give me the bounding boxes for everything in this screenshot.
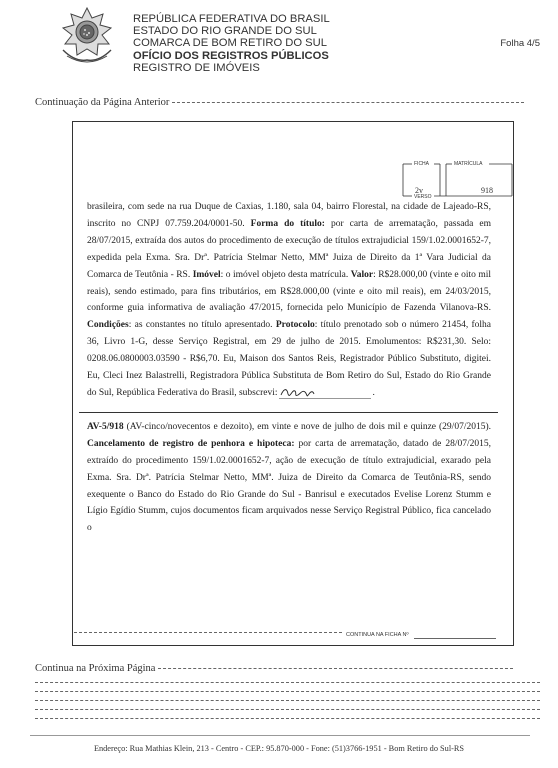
entry-heading: Forma do título:	[250, 218, 325, 229]
dash-fill	[158, 668, 513, 669]
entry-heading: Condições	[87, 320, 129, 331]
header-line-country: REPÚBLICA FEDERATIVA DO BRASIL	[133, 13, 330, 25]
signature	[278, 386, 373, 400]
dash-fill-row	[35, 718, 540, 720]
entry-text: : R$28.000,00 (vinte e oito mil reais), sendo estimado, para fins tributários, em R$28.000,00 (vinte e oito mil reais), em 24/03/2015, conforme guia informativa de avaliação 47/2015, fornecida pelo Município de Fazenda Vilanova-RS.	[87, 269, 491, 314]
entry-text: (AV-cinco/novecentos e dezoito), em vinte e nove de julho de dois mil e quinze (29/07/2015).	[123, 421, 491, 432]
verso-label: VERSO	[414, 194, 432, 200]
entry-text: por carta de arrematação, passada em 28/07/2015, extraída dos autos do procedimento de execução de títulos extrajudicial 159/1.02.0001652-7, expedida pela Exma. Sra. Drª. Patrícia Stelmar Netto, MMª Juiza de Direito da 1ª Vara Judicial da Comarca de Teutônia - RS.	[87, 218, 491, 280]
entry-heading: Protocolo	[275, 320, 315, 331]
header-line-state: ESTADO DO RIO GRANDE DO SUL	[133, 25, 317, 38]
matricula-value: 918	[481, 186, 493, 195]
footer-rule	[30, 735, 530, 736]
sheet-number: Folha 4/5	[500, 38, 540, 49]
continuation-top-label: Continuação da Página Anterior	[35, 97, 170, 108]
continue-on-sheet-label: CONTINUA NA FICHA Nº	[346, 632, 409, 638]
registration-entry: brasileira, com sede na rua Duque de Caxias, 1.180, sala 04, bairro Florestal, na cidade de Lajeado-RS, inscrito no CNPJ 07.759.204/0001-50. Forma do título: por carta de arrematação, passada em 28/07/2015, extraída dos autos do procedimento de execução de títulos extrajudicial 159/1.02.0001652-7, expedida pela Exma. Sra. Drª. Patrícia Stelmar Netto, MMª Juiza de Direito da 1ª Vara Judicial da Comarca de Teutônia - RS. Imóvel: o imóvel objeto desta matrícula. Valor: R$28.000,00 (vinte e oito mil reais), sendo estimado, para fins tributários, em R$28.000,00 (vinte e oito mil reais), em 24/03/2015, conforme guia informativa de avaliação 47/2015, fornecida pelo Município de Fazenda Vilanova-RS. Condições: as constantes no título apresentado. Protocolo: título prenotado sob o número 21454, folha 36, Livro 1-G, desse Serviço Registral, em 29 de julho de 2015. Emolumentos: R$231,30. Selo: 0208.06.0800003.03590 - R$6,70. Eu, Maison dos Santos Reis, Registrador Público Substituto, digitei. Eu, Cleci Inez Balastrelli, Registradora Pública Substituta de Bom Retiro do Sul, Estado do Rio Grande do Sul, República Federativa do Brasil, subscrevi: .	[87, 202, 491, 398]
entry-heading: AV-5/918	[87, 421, 124, 432]
ficha-value: 2v	[415, 186, 423, 195]
matricula-label: MATRÍCULA	[454, 161, 483, 167]
entry-heading: Cancelamento de registro de penhora e hipoteca:	[87, 438, 295, 449]
continuation-bottom-label: Continua na Próxima Página	[35, 663, 156, 674]
dash-fill-row	[35, 709, 540, 711]
continue-on-sheet-value-line	[414, 638, 496, 639]
entry-text: : as constantes no título apresentado.	[128, 320, 276, 331]
entry-separator	[79, 412, 498, 413]
record-text	[87, 199, 491, 537]
dash-fill-row	[35, 700, 540, 702]
header-line-registry: REGISTRO DE IMÓVEIS	[133, 61, 260, 74]
dash-fill-row	[35, 691, 540, 693]
dash-fill-row	[35, 682, 540, 684]
header-line-office: OFÍCIO DOS REGISTROS PÚBLICOS	[133, 49, 329, 62]
entry-text: brasileira, com sede na rua Duque de Caxias, 1.180, sala 04, bairro Florestal, na cidade de Lajeado-RS, inscrito no CNPJ 07.759.204/0001-50.	[87, 202, 491, 229]
entry-heading: Imóvel	[192, 269, 221, 280]
entry-text: : título prenotado sob o número 21454, folha 36, Livro 1-G, desse Serviço Registral, em 29 de julho de 2015. Emolumentos: R$231,30. Selo: 0208.06.0800003.03590 - R$6,70. Eu, Maison dos Santos Reis, Registrador Público Substituto, digitei. Eu, Cleci Inez Balastrelli, Registradora Pública Substituta de Bom Retiro do Sul, Estado do Rio Grande do Sul, República Federativa do Brasil, subscrevi:	[87, 320, 491, 398]
coat-of-arms-seal	[55, 6, 119, 68]
entry-text: : o imóvel objeto desta matrícula.	[220, 269, 351, 280]
footer-address: Endereço: Rua Mathias Klein, 213 - Centro - CEP.: 95.870-000 - Fone: (51)3766-1951 - Bom Retiro do Sul-RS	[93, 744, 465, 753]
continuation-bottom	[35, 663, 513, 674]
continuation-top	[35, 97, 524, 108]
annotation-entry	[87, 419, 491, 537]
dash-fill	[172, 102, 524, 103]
entry-heading: Valor	[350, 269, 374, 280]
header-line-district: COMARCA DE BOM RETIRO DO SUL	[133, 37, 327, 50]
registry-header	[133, 13, 330, 74]
ficha-label: FICHA	[414, 161, 429, 167]
continue-on-sheet-rule	[74, 632, 342, 633]
entry-text: por carta de arrematação, datado de 28/07/2015, extraído do procedimento 159/1.02.0001652-7, ação de execução de título extrajudicial, exarado pela Exma. Sra. Drª. Patrícia Stelmar Netto, MMª. Juiza de Direito da Comarca de Teutônia-RS, sendo exequente o Banco do Estado do Rio Grande do Sul - Banrisul e executados Evelise Lorenz Stumm e Lígio Egídio Stumm, cujos documentos ficam arquivados nesse Serviço Registral Público, fica cancelado o	[87, 438, 491, 534]
